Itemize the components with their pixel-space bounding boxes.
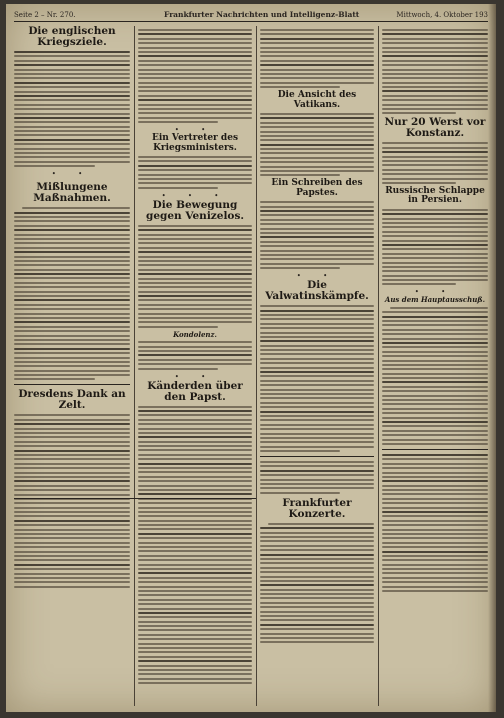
article-body xyxy=(382,307,488,445)
newspaper-title: Frankfurter Nachrichten und Intelligenz-Blatt xyxy=(164,10,360,19)
column-rule xyxy=(256,26,257,706)
newspaper-page xyxy=(6,4,496,712)
article-body xyxy=(382,29,488,114)
page-number: Seite 2 – Nr. 270. xyxy=(14,11,76,19)
column-1 xyxy=(14,26,130,710)
section-divider xyxy=(14,384,130,385)
article-body xyxy=(382,142,488,184)
article-headline: Die Ansicht des Vatikans. xyxy=(277,90,357,110)
article-body xyxy=(138,341,252,369)
article-headline: Ein Schreiben des Papstes. xyxy=(271,178,363,198)
issue-date: Mittwoch, 4. Oktober 193 xyxy=(396,11,488,19)
section-divider xyxy=(260,456,374,457)
column-3 xyxy=(260,26,374,710)
article-headline: Mißlungene Maßnahmen. xyxy=(33,181,111,205)
article-body xyxy=(260,461,374,494)
article-headline: Dresdens Dank an Zelt. xyxy=(18,388,126,412)
article-headline: Nur 20 Werst vor Konstanz. xyxy=(384,116,486,140)
article-body xyxy=(14,51,130,167)
article-body xyxy=(260,305,374,452)
article-body xyxy=(138,156,252,189)
section-divider xyxy=(14,498,256,499)
page-header xyxy=(14,8,488,22)
article-body xyxy=(14,207,130,380)
article-body xyxy=(14,414,130,587)
article-body xyxy=(260,29,374,88)
section-ornament: • • xyxy=(414,288,456,297)
article-body xyxy=(260,113,374,176)
column-rule xyxy=(134,26,135,706)
section-ornament: • • xyxy=(51,170,93,179)
article-headline: Die Valwatinskämpfe. xyxy=(265,279,369,303)
section-divider xyxy=(382,449,488,450)
page-edge-shadow xyxy=(488,4,496,712)
article-body xyxy=(260,523,374,644)
article-body xyxy=(138,29,252,123)
article-headline: Die englischen Kriegsziele. xyxy=(28,26,116,49)
column-2 xyxy=(138,26,252,710)
section-ornament: • • xyxy=(174,372,216,381)
column-4 xyxy=(382,26,488,710)
article-body xyxy=(260,201,374,269)
article-body xyxy=(138,225,252,328)
section-ornament: • • xyxy=(174,126,216,135)
column-rule xyxy=(378,26,379,706)
article-headline: Frankfurter Konzerte. xyxy=(282,496,352,520)
article-headline: Ein Vertreter des Kriegsministers. xyxy=(151,133,239,153)
article-body xyxy=(138,406,252,685)
article-headline: Die Bewegung gegen Venizelos. xyxy=(145,198,245,222)
article-headline: Russische Schlappe in Persien. xyxy=(385,185,485,206)
section-ornament: • • xyxy=(296,272,338,281)
article-body xyxy=(382,454,488,592)
article-headline: Känderden über den Papst. xyxy=(147,379,243,403)
article-headline: Aus dem Hauptausschuß. xyxy=(384,295,486,305)
section-ornament: • • • xyxy=(161,191,229,200)
article-body xyxy=(382,209,488,286)
article-headline: Kondolenz. xyxy=(173,329,217,339)
